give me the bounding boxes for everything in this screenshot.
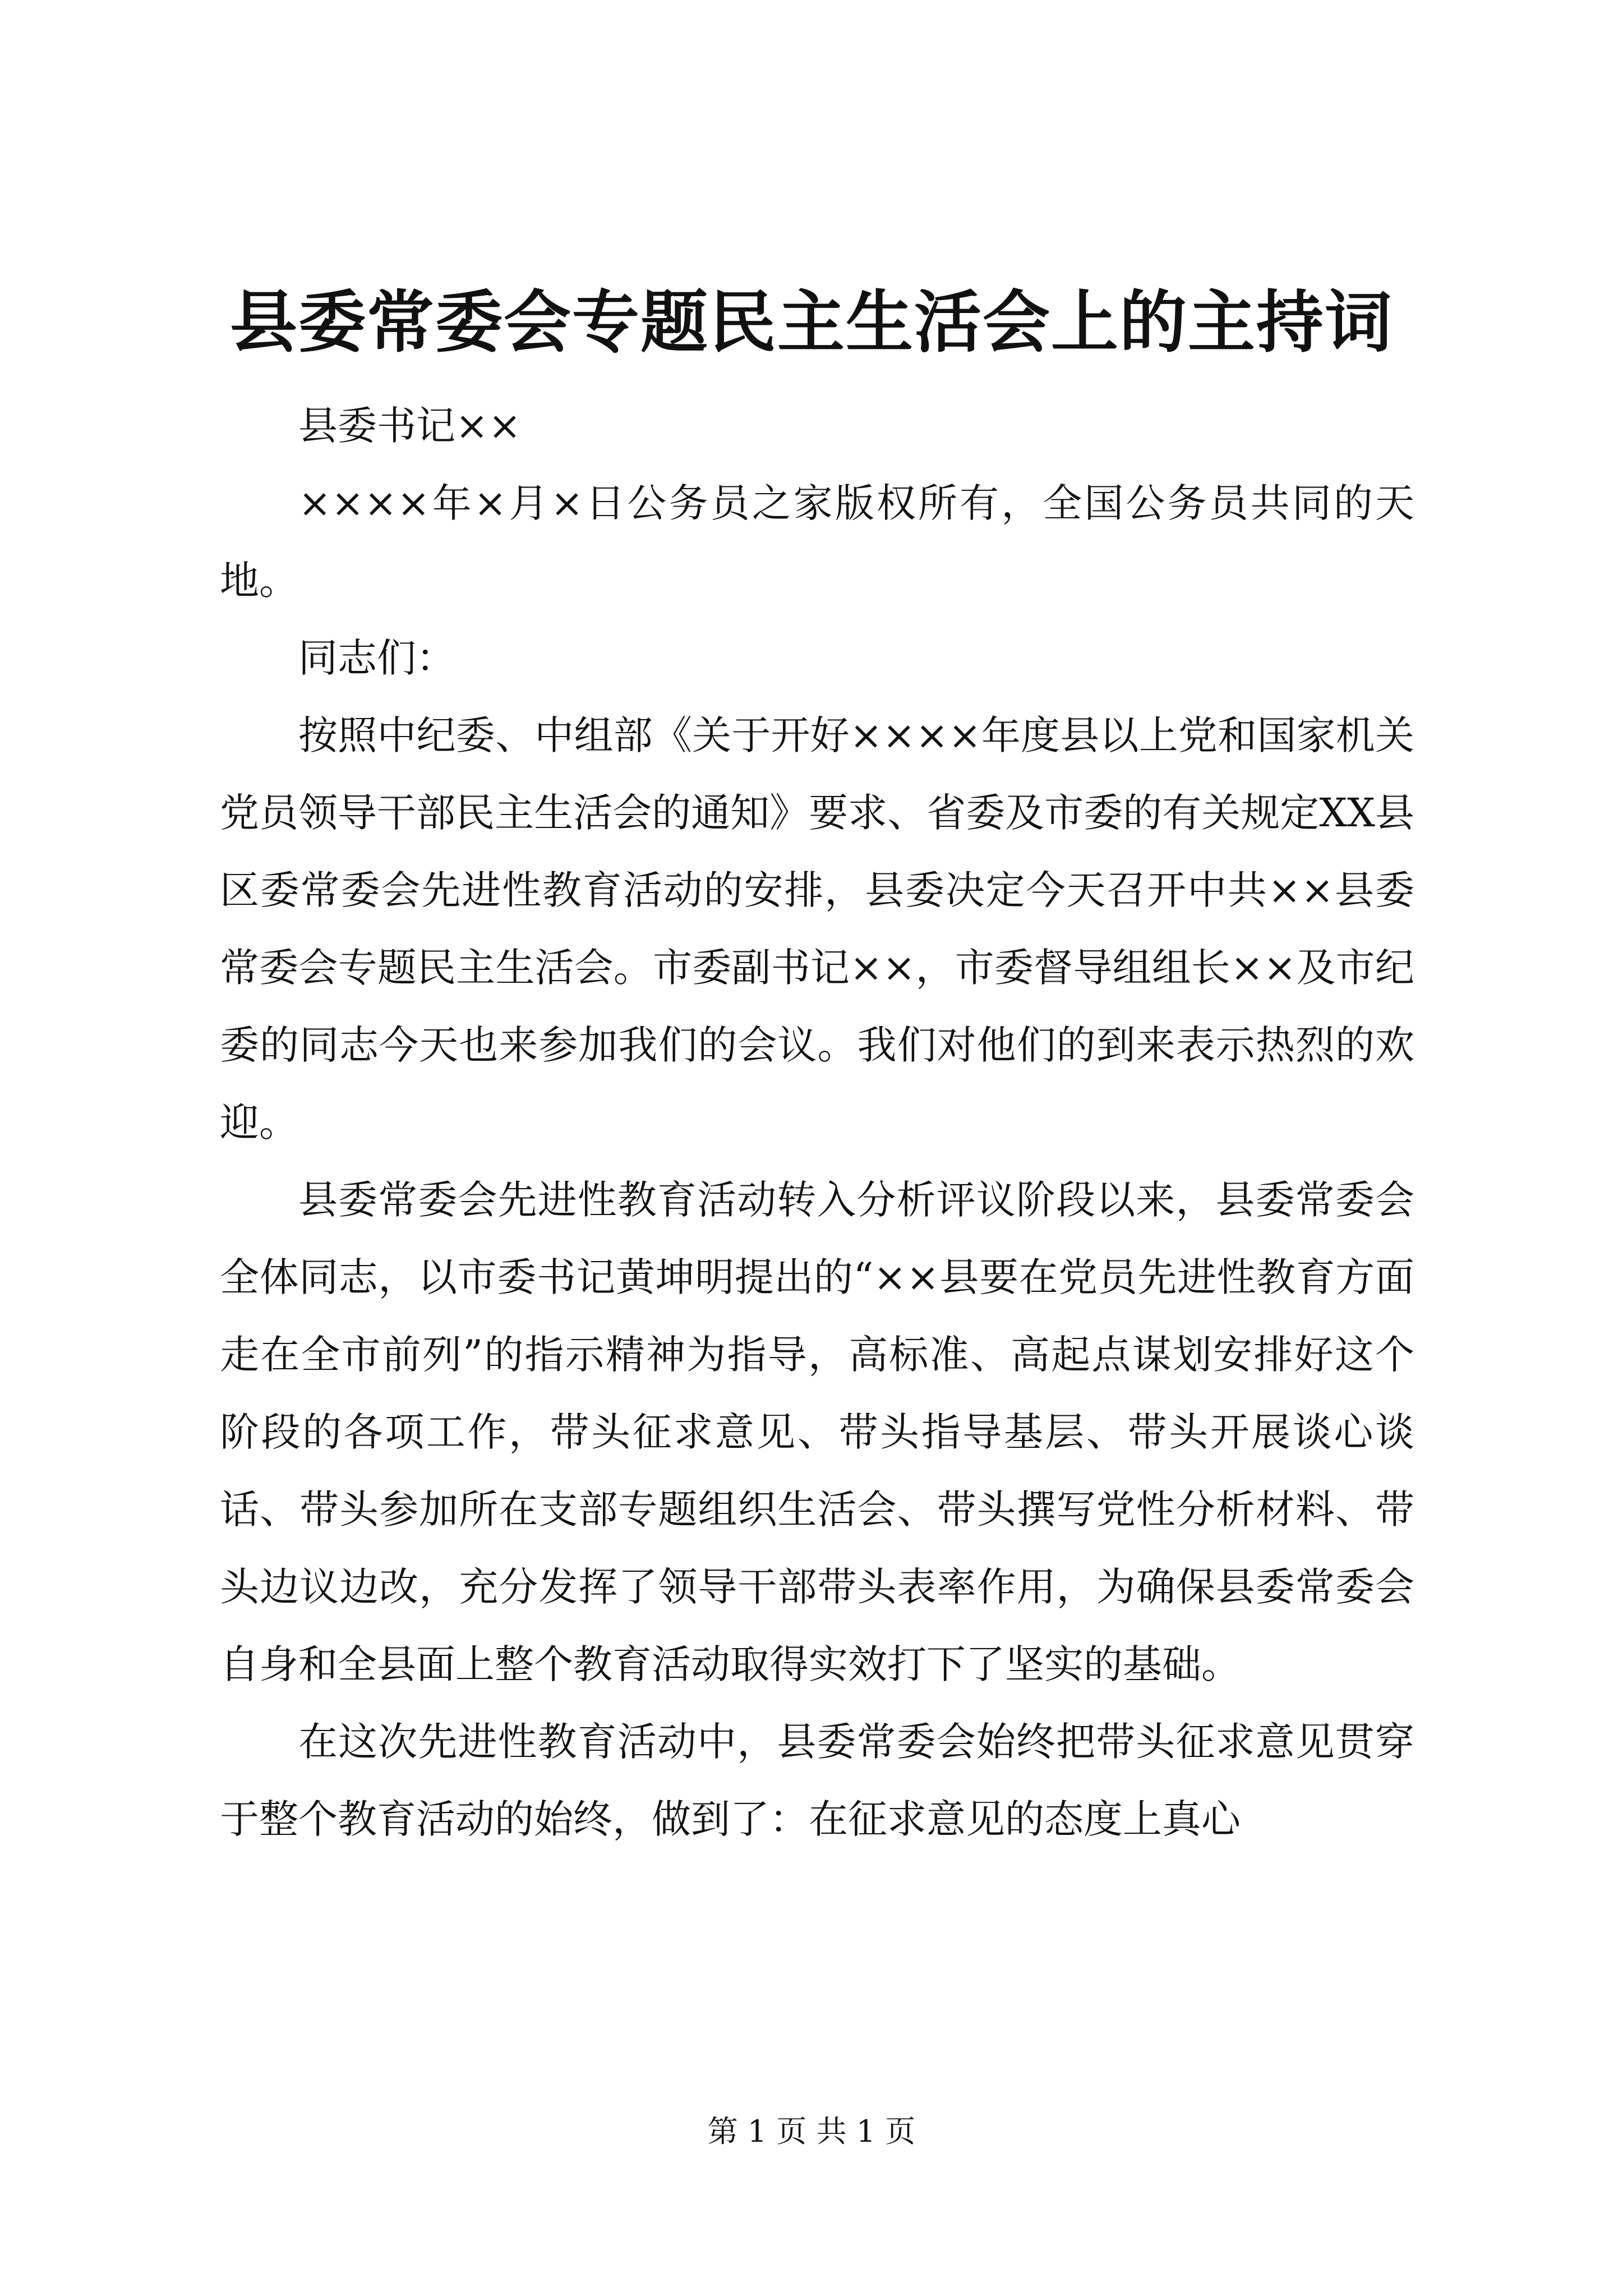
- body-paragraph: 在这次先进性教育活动中，县委常委会始终把带头征求意见贯穿于整个教育活动的始终，做到了：在征求意见的态度上真心: [220, 1719, 1414, 1842]
- document-title: 县委常委会专题民主生活会上的主持词: [230, 283, 1393, 362]
- author-line: 县委书记××: [298, 403, 522, 449]
- body-paragraph: 县委常委会先进性教育活动转入分析评议阶段以来，县委常委会全体同志，以市委书记黄坤明提出的“××县要在党员先进性教育方面走在全市前列”的指示精神为指导，高标准、高起点谋划安排好这个阶段的各项工作，带头征求意见、带头指导基层、带头开展谈心谈话、带头参加所在支部专题组织生活会、带头撰写党性分析材料、带头边议边改，充分发挥了领导干部带头表率作用，为确保县委常委会自身和全县面上整个教育活动取得实效打下了坚实的基础。: [220, 1177, 1414, 1687]
- page-footer: 第 1 页 共 1 页: [707, 2114, 916, 2149]
- date-copyright-line: ××××年×月×日公务员之家版权所有，全国公务员共同的天地。: [220, 480, 1414, 604]
- document-body: [220, 387, 1414, 1858]
- body-paragraph: 按照中纪委、中组部《关于开好××××年度县以上党和国家机关党员领导干部民主生活会的通知》要求、省委及市委的有关规定XX县区委常委会先进性教育活动的安排，县委决定今天召开中共××县委常委会专题民主生活会。市委副书记××，市委督导组组长××及市纪委的同志今天也来参加我们的会议。我们对他们的到来表示热烈的欢迎。: [220, 712, 1414, 1145]
- salutation: 同志们：: [298, 635, 455, 681]
